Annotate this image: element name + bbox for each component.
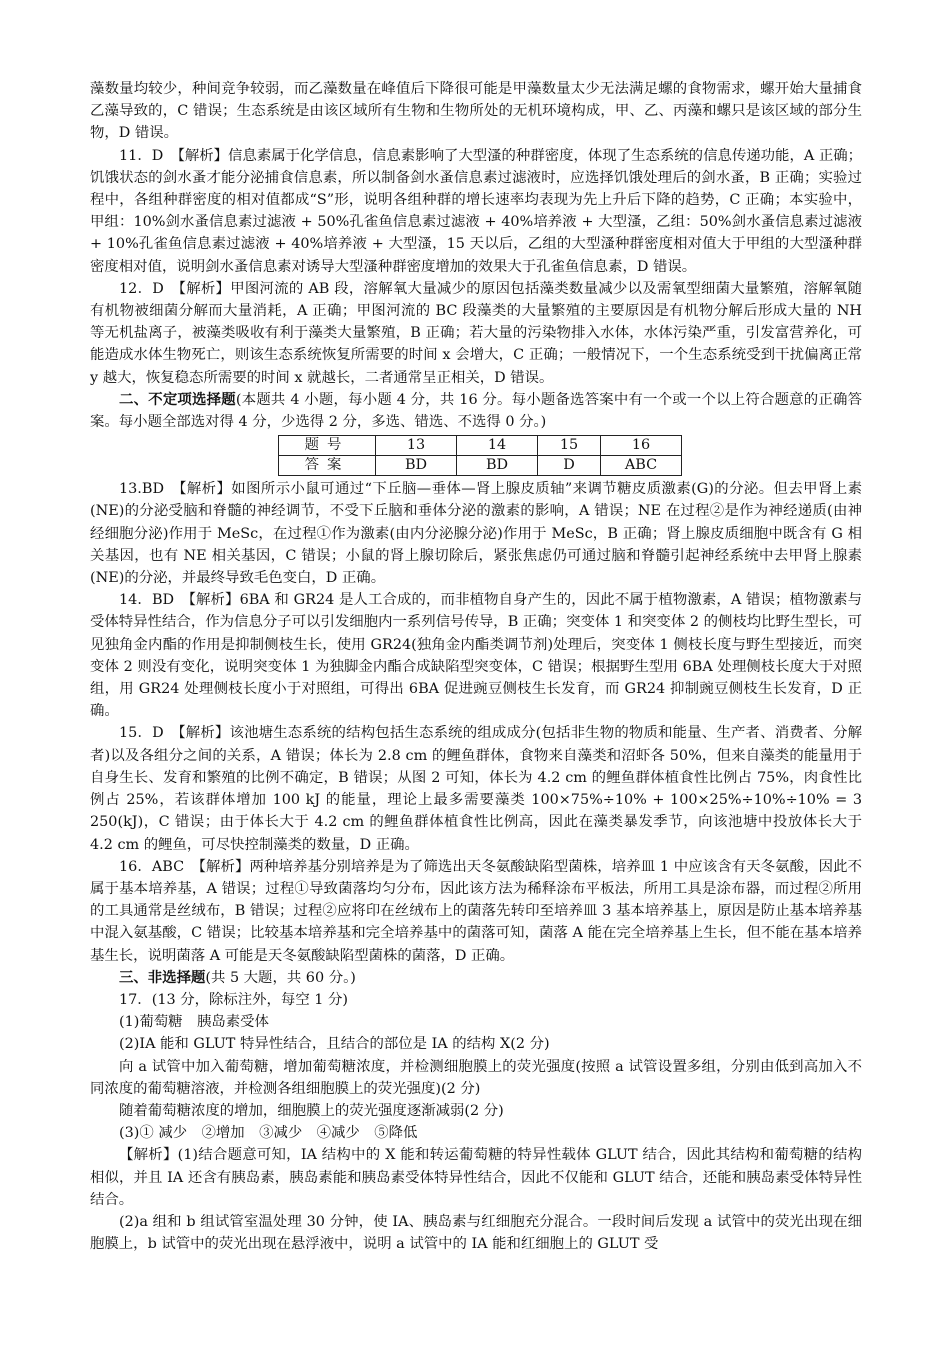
table-cell-answer: D [538, 456, 601, 476]
answer-13: 13.BD 【解析】如图所示小鼠可通过“下丘脑—垂体—肾上腺皮质轴”来调节糖皮质激素(G)的分泌。但去甲肾上素(NE)的分泌受脑和脊髓的神经调节，不受下丘脑和垂体分泌的激素的影响，A 错误；NE 在过程②是作为神经递质(由神经细胞分泌)作用于 MeSc，在过程①作为激素(由内分泌腺分泌)作用于 MeSc，B 正确；肾上腺皮质细胞中既含有 G 相关基因，也有 NE 相关基因，C 错误；小鼠的肾上腺切除后，紧张焦虑仍可通过脑和脊髓引起神经系统中去甲肾上腺素(NE)的分泌，并最终导致毛色变白，D 正确。 [90, 481, 862, 587]
section-2-heading [90, 389, 862, 433]
answer-16: 16．ABC 【解析】两种培养基分别培养是为了筛选出天冬氨酸缺陷型菌株，培养皿 1 中应该含有天冬氨酸，因此不属于基本培养基，A 错误；过程①导致菌落均匀分布，因此该方法为稀释涂布平板法，所用工具是涂布器，而过程②所用的工具通常是丝绒布，B 错误；过程②应将印在丝绒布上的菌落先转印至培养皿 3 基本培养基上，原因是防止基本培养基中混入氨基酸，C 错误；比较基本培养基和完全培养基中的菌落可知，菌落 A 能在完全培养基上生长，但不能在基本培养基生长，说明菌落 A 可能是天冬氨酸缺陷型菌株的菌落，D 正确。 [90, 858, 862, 964]
answer-17-part-1: (1)葡萄糖 胰岛素受体 [119, 1014, 269, 1031]
table-header-number: 题号 [279, 436, 376, 456]
table-cell-answer: BD [376, 456, 457, 476]
table-cell-answer: BD [457, 456, 538, 476]
answer-table-answer-row [279, 456, 682, 476]
answer-12: 12．D 【解析】甲图河流的 AB 段，溶解氧大量减少的原因包括藻类数量减少以及需氧型细菌大量繁殖，溶解氧随有机物被细菌分解而大量消耗，A 正确；甲图河流的 BC 段藻类的大量繁殖的主要原因是有机物分解后形成大量的 NH 等无机盐离子，被藻类吸收有利于藻类大量繁殖，B 正确；若大量的污染物排入水体，水体污染严重，引发富营养化，可能造成水体生物死亡，则该生态系统恢复所需要的时间 x 会增大，C 正确；一般情况下，一个生态系统受到干扰偏离正常 y 越大，恢复稳态所需要的时间 x 就越长，二者通常呈正相关，D 错误。 [90, 280, 877, 386]
section-3-heading [90, 967, 862, 989]
answer-14: 14．BD 【解析】6BA 和 GR24 是人工合成的，而非植物自身产生的，因此不属于植物激素，A 错误；植物激素与受体特异性结合，作为信息分子可以引发细胞内一系列信号传导，B 正确；突变体 1 和突变体 2 的侧枝均比野生型长，可见独角金内酯的作用是抑制侧枝生长，使用 GR24(独角金内酯类调节剂)处理后，突变体 1 侧枝长度与野生型接近，而突变体 2 则没有变化，说明突变体 1 为独脚金内酯合成缺陷型突变体，C 错误；根据野生型用 6BA 处理侧枝长度大于对照组，用 GR24 处理侧枝长度小于对照组，可得出 6BA 促进豌豆侧枝生长发育，而 GR24 抑制豌豆侧枝生长发育，D 正确。 [90, 592, 862, 720]
table-header-answer: 答案 [279, 456, 376, 476]
answer-17-part-2-result: 随着葡萄糖浓度的增加，细胞膜上的荧光强度逐渐减弱(2 分) [119, 1102, 504, 1119]
answer-11: 11．D 【解析】信息素属于化学信息，信息素影响了大型溞的种群密度，体现了生态系统的信息传递功能，A 正确；饥饿状态的剑水蚤才能分泌捕食信息素，所以制备剑水蚤信息素过滤液时，应选择饥饿处理后的剑水蚤，B 正确；实验过程中，各组种群密度的相对值都成“S”形，说明各组种群的增长速率均表现为先上升后下降的趋势，C 正确；本实验中，甲组：10%剑水蚤信息素过滤液 + 50%孔雀鱼信息素过滤液 + 40%培养液 + 大型溞，乙组：50%剑水蚤信息素过滤液 + 10%孔雀鱼信息素过滤液 + 40%培养液 + 大型溞，15 天以后，乙组的大型溞种群密度相对值大于甲组的大型溞种群密度相对值，说明剑水蚤信息素对诱导大型溞种群密度增加的效果大于孔雀鱼信息素，D 错误。 [90, 147, 862, 275]
table-cell-number: 16 [601, 436, 682, 456]
answer-17-header: 17．(13 分，除标注外，每空 1 分) [119, 991, 349, 1008]
answer-17-part-3: (3)① 减少 ②增加 ③减少 ④减少 ⑤降低 [119, 1125, 418, 1142]
answer-table [278, 435, 682, 476]
section-2-title: 二、不定项选择题 [119, 390, 236, 408]
section-3-title: 三、非选择题 [119, 968, 206, 986]
table-cell-answer: ABC [601, 456, 682, 476]
answer-17-part-2: (2)IA 能和 GLUT 特异性结合，且结合的部位是 IA 的结构 X(2 分) [119, 1036, 550, 1053]
table-cell-number: 15 [538, 436, 601, 456]
answer-page [90, 78, 877, 1255]
answer-17-analysis-2: (2)a 组和 b 组试管室温处理 30 分钟，使 IA、胰岛素与红细胞充分混合。一段时间后发现 a 试管中的荧光出现在细胞膜上，b 试管中的荧光出现在悬浮液中，说明 a 试管中的 IA 能和红细胞上的 GLUT 受 [90, 1213, 862, 1253]
answer-17-part-2-method: 向 a 试管中加入葡萄糖，增加葡萄糖浓度，并检测细胞膜上的荧光强度(按照 a 试管设置多组，分别由低到高加入不同浓度的葡萄糖溶液，并检测各组细胞膜上的荧光强度)(2 分) [90, 1058, 862, 1097]
table-cell-number: 13 [376, 436, 457, 456]
section-3-instructions: (共 5 大题，共 60 分。) [205, 969, 356, 986]
paragraph-10-tail: 藻数量均较少，种间竞争较弱，而乙藻数量在峰值后下降很可能是甲藻数量太少无法满足螺的食物需求，螺开始大量捕食乙藻导致的，C 错误；生态系统是由该区域所有生物和生物所处的无机环境构成，甲、乙、丙藻和螺只是该区域的部分生物，D 错误。 [90, 81, 862, 142]
answer-17-analysis-1: 【解析】(1)结合题意可知，IA 结构中的 X 能和转运葡萄糖的特异性载体 GLUT 结合，因此其结构和葡萄糖的结构相似，并且 IA 还含有胰岛素，胰岛素能和胰岛素受体特异性结合，因此不仅能和 GLUT 结合，还能和胰岛素受体特异性结合。 [90, 1147, 862, 1208]
section-2-instructions: (本题共 4 小题，每小题 4 分，共 16 分。每小题备选答案中有一个或一个以上符合题意的正确答案。每小题全部选对得 4 分，少选得 2 分，多选、错选、不选得 0 分。) [90, 391, 862, 431]
answer-15: 15．D 【解析】该池塘生态系统的结构包括生态系统的组成成分(包括非生物的物质和能量、生产者、消费者、分解者)以及各组分之间的关系，A 错误；体长为 2.8 cm 的鲤鱼群体，食物来自藻类和沼虾各 50%，但来自藻类的能量用于自身生长、发育和繁殖的比例不确定，B 错误；从图 2 可知，体长为 4.2 cm 的鲤鱼群体植食性比例占 75%，肉食性比例占 25%，若该群体增加 100 kJ 的能量，理论上最多需要藻类 100×75%÷10% + 100×25%÷10%÷10% = 3 250(kJ)，C 错误；由于体长大于 4.2 cm 的鲤鱼群体植食性比例高，因此在藻类暴发季节，向该池塘中投放体长大于 4.2 cm 的鲤鱼，可尽快控制藻类的数量，D 正确。 [90, 725, 862, 853]
answer-table-number-row [279, 436, 682, 456]
table-cell-number: 14 [457, 436, 538, 456]
